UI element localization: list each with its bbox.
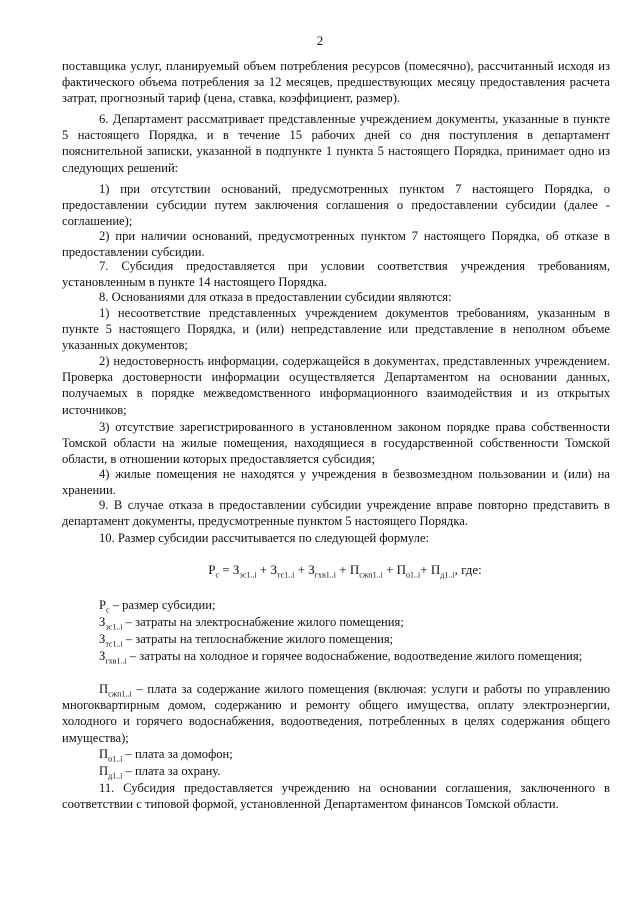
paragraph-item-6: 6. Департамент рассматривает представленные учреждением документы, указанные в пункте 5 настоящего Порядка, и в течение 15 рабочих дней со дня поступления в департамент пояснительной записки, указанной в подпункте 1 пункта 5 настоящего Порядка, принимает одно из следующих решений: — [62, 112, 610, 175]
paragraph-item-7: 7. Субсидия предоставляется при условии соответствия учреждения требованиям, установленным в пункте 14 настоящего Порядка. — [62, 259, 610, 290]
definition-po: $П_{о1..i}$ – плата за домофон; — [99, 747, 233, 764]
definition-rc: $Р_с$ – размер субсидии; — [99, 598, 216, 615]
subsidy-formula: $Р_с = З_{эс1..i} + З_{тс1..i} + З_{гхв1..i} + П_{сжп1..i} + П_{о1..i}+ П_{д1..i}$, где: — [208, 562, 482, 580]
paragraph-item-6-2: 2) при наличии оснований, предусмотренных пунктом 7 настоящего Порядка, об отказе в предоставлении субсидии. — [62, 229, 610, 260]
paragraph-item-11: 11. Субсидия предоставляется учреждению на основании соглашения, заключенного в соответствии с типовой формой, установленной Департаментом финансов Томской области. — [62, 781, 610, 812]
paragraph-item-8: 8. Основаниями для отказа в предоставлении субсидии являются: — [99, 290, 452, 304]
definition-pd: $П_{д1..i}$ – плата за охрану. — [99, 764, 221, 781]
paragraph-item-10: 10. Размер субсидии рассчитывается по следующей формуле: — [99, 531, 430, 545]
definition-pszhp: $П_{сжп1..i}$ – плата за содержание жилого помещения (включая: услуги и работы по управлению многоквартирным домом, содержанию и ремонту общего имущества, оплату электроэнергии, холодного и горячего водоснабжения, водоотведения, потребленных в целях содержания общего имущества); — [62, 682, 610, 745]
paragraph-item-8-4: 4) жилые помещения не находятся у учреждения в безвозмездном пользовании и (или) на хранении. — [62, 467, 610, 498]
paragraph-item-9: 9. В случае отказа в предоставлении субсидии учреждение вправе повторно представить в департамент документы, предусмотренные пунктом 5 настоящего Порядка. — [62, 498, 610, 529]
page-number: 2 — [316, 33, 324, 48]
paragraph-item-8-2: 2) недостоверность информации, содержащейся в документах, представленных учреждением. Проверка достоверности информации осуществляется Департаментом на основании данных, получаемых в порядке межведомственного информационного взаимодействия и из открытых источников; — [62, 354, 610, 417]
paragraph-continuation: поставщика услуг, планируемый объем потребления ресурсов (помесячно), рассчитанный исходя из фактического объема потребления за 12 месяцев, предшествующих месяцу предоставления расчета затрат, прогнозный тариф (цена, ставка, коэффициент, размер). — [62, 59, 610, 106]
definition-zes: $З_{эс1..i}$ – затраты на электроснабжение жилого помещения; — [99, 615, 404, 632]
definition-zghv: $З_{гхв1..i}$ – затраты на холодное и горячее водоснабжение, водоотведение жилого помещения; — [99, 649, 583, 666]
paragraph-item-6-1: 1) при отсутствии оснований, предусмотренных пунктом 7 настоящего Порядка, о предоставлении субсидии путем заключения соглашения о предоставлении субсидии (далее - соглашение); — [62, 182, 610, 229]
paragraph-item-8-1: 1) несоответствие представленных учреждением документов требованиям, указанным в пункте 5 настоящего Порядка, и (или) непредставление или представление в неполном объеме указанных документов; — [62, 306, 610, 353]
definition-zts: $З_{тс1..i}$ – затраты на теплоснабжение жилого помещения; — [99, 632, 394, 649]
paragraph-item-8-3: 3) отсутствие зарегистрированного в установленном законом порядке права собственности Томской области на жилые помещения, находящиеся в государственной собственности Томской области, в отношении которых предоставляется субсидия; — [62, 420, 610, 467]
